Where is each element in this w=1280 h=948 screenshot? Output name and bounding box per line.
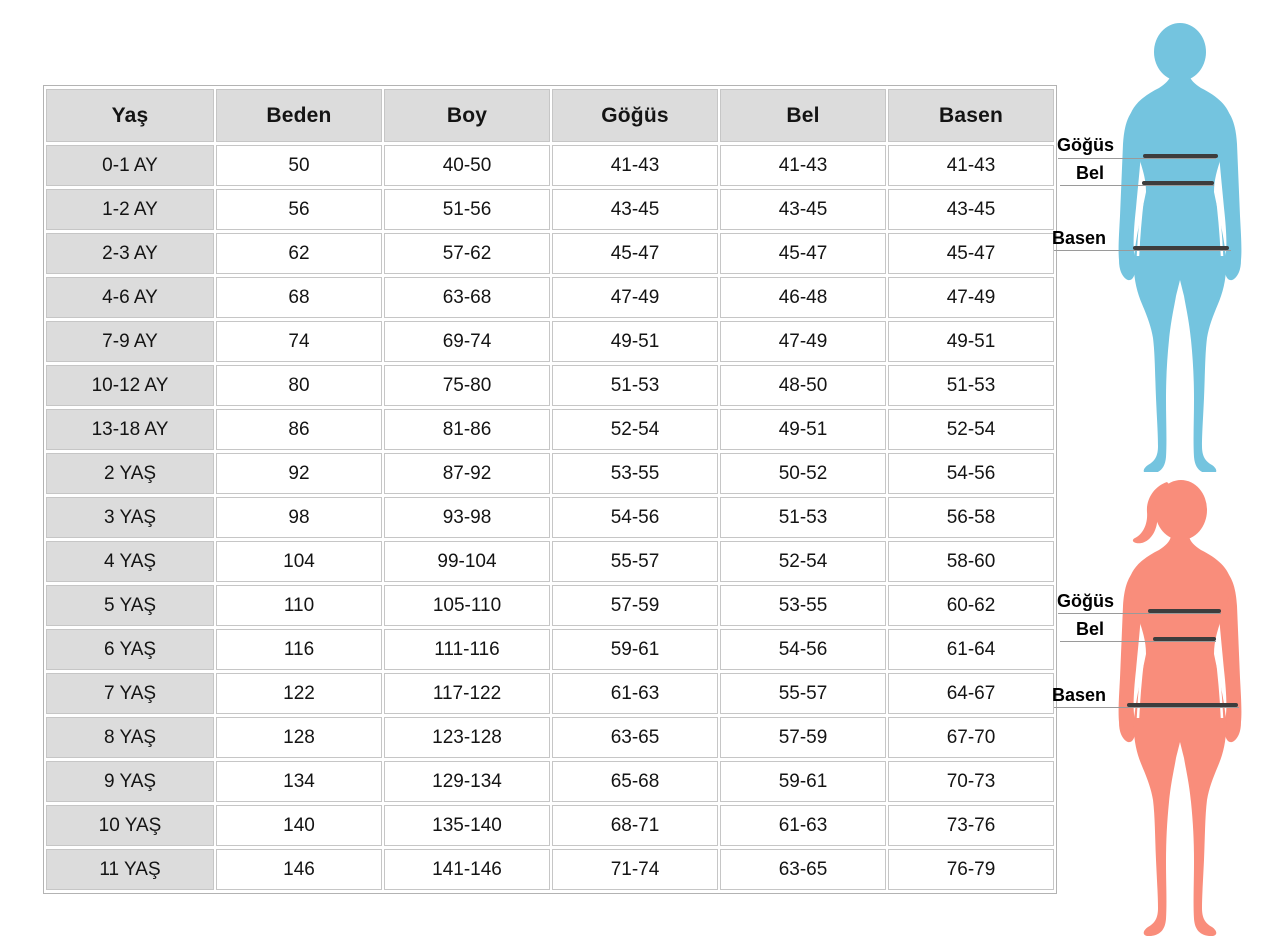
value-cell: 68-71 (552, 805, 718, 846)
age-cell: 4-6 AY (46, 277, 214, 318)
value-cell: 61-63 (720, 805, 886, 846)
column-header-age: Yaş (46, 89, 214, 142)
value-cell: 59-61 (720, 761, 886, 802)
value-cell: 54-56 (720, 629, 886, 670)
table-row (46, 189, 1054, 230)
value-cell: 117-122 (384, 673, 550, 714)
value-cell: 50 (216, 145, 382, 186)
girl-chest-label: Göğüs (1057, 591, 1114, 611)
value-cell: 45-47 (552, 233, 718, 274)
baby-waist-leader-line (1060, 185, 1214, 186)
table-row (46, 409, 1054, 450)
value-cell: 75-80 (384, 365, 550, 406)
value-cell: 49-51 (888, 321, 1054, 362)
girl-hip-leader-line (1054, 707, 1239, 708)
age-cell: 8 YAŞ (46, 717, 214, 758)
value-cell: 73-76 (888, 805, 1054, 846)
column-header-chest: Göğüs (552, 89, 718, 142)
age-cell: 13-18 AY (46, 409, 214, 450)
value-cell: 81-86 (384, 409, 550, 450)
value-cell: 129-134 (384, 761, 550, 802)
value-cell: 63-68 (384, 277, 550, 318)
baby-body (1129, 66, 1231, 472)
column-header-waist: Bel (720, 89, 886, 142)
value-cell: 93-98 (384, 497, 550, 538)
value-cell: 54-56 (552, 497, 718, 538)
age-cell: 7 YAŞ (46, 673, 214, 714)
value-cell: 104 (216, 541, 382, 582)
value-cell: 41-43 (720, 145, 886, 186)
value-cell: 54-56 (888, 453, 1054, 494)
table-row (46, 497, 1054, 538)
value-cell: 50-52 (720, 453, 886, 494)
value-cell: 47-49 (888, 277, 1054, 318)
value-cell: 71-74 (552, 849, 718, 890)
value-cell: 92 (216, 453, 382, 494)
column-header-hip: Basen (888, 89, 1054, 142)
baby-chest-leader-line (1058, 158, 1216, 159)
value-cell: 134 (216, 761, 382, 802)
girl-waist-measure-line (1153, 637, 1216, 641)
value-cell: 122 (216, 673, 382, 714)
table-row (46, 233, 1054, 274)
value-cell: 146 (216, 849, 382, 890)
column-header-height: Boy (384, 89, 550, 142)
baby-chest-measure-line (1143, 154, 1218, 158)
girl-body (1129, 528, 1231, 936)
value-cell: 128 (216, 717, 382, 758)
age-cell: 2 YAŞ (46, 453, 214, 494)
girl-chest-leader-line (1058, 613, 1221, 614)
value-cell: 60-62 (888, 585, 1054, 626)
girl-hip-measure-line (1127, 703, 1238, 707)
value-cell: 51-53 (888, 365, 1054, 406)
baby-chest-label: Göğüs (1057, 135, 1114, 155)
value-cell: 56-58 (888, 497, 1054, 538)
value-cell: 135-140 (384, 805, 550, 846)
value-cell: 74 (216, 321, 382, 362)
value-cell: 110 (216, 585, 382, 626)
value-cell: 63-65 (552, 717, 718, 758)
value-cell: 65-68 (552, 761, 718, 802)
value-cell: 68 (216, 277, 382, 318)
age-cell: 5 YAŞ (46, 585, 214, 626)
age-cell: 11 YAŞ (46, 849, 214, 890)
value-cell: 45-47 (720, 233, 886, 274)
value-cell: 41-43 (888, 145, 1054, 186)
value-cell: 53-55 (552, 453, 718, 494)
value-cell: 80 (216, 365, 382, 406)
value-cell: 111-116 (384, 629, 550, 670)
value-cell: 76-79 (888, 849, 1054, 890)
value-cell: 67-70 (888, 717, 1054, 758)
age-cell: 7-9 AY (46, 321, 214, 362)
age-cell: 0-1 AY (46, 145, 214, 186)
value-cell: 57-59 (552, 585, 718, 626)
value-cell: 57-59 (720, 717, 886, 758)
baby-hip-leader-line (1054, 250, 1231, 251)
value-cell: 51-53 (720, 497, 886, 538)
value-cell: 55-57 (552, 541, 718, 582)
value-cell: 56 (216, 189, 382, 230)
size-chart-header (46, 89, 1054, 142)
value-cell: 140 (216, 805, 382, 846)
value-cell: 52-54 (720, 541, 886, 582)
age-cell: 6 YAŞ (46, 629, 214, 670)
value-cell: 61-63 (552, 673, 718, 714)
age-cell: 1-2 AY (46, 189, 214, 230)
table-row (46, 717, 1054, 758)
baby-hip-measure-line (1133, 246, 1229, 250)
value-cell: 40-50 (384, 145, 550, 186)
value-cell: 98 (216, 497, 382, 538)
value-cell: 45-47 (888, 233, 1054, 274)
value-cell: 51-56 (384, 189, 550, 230)
table-row (46, 365, 1054, 406)
value-cell: 59-61 (552, 629, 718, 670)
table-row (46, 849, 1054, 890)
age-cell: 4 YAŞ (46, 541, 214, 582)
table-row (46, 585, 1054, 626)
table-row (46, 673, 1054, 714)
value-cell: 61-64 (888, 629, 1054, 670)
column-header-size: Beden (216, 89, 382, 142)
table-row (46, 145, 1054, 186)
baby-waist-label: Bel (1076, 163, 1105, 183)
value-cell: 48-50 (720, 365, 886, 406)
value-cell: 41-43 (552, 145, 718, 186)
value-cell: 55-57 (720, 673, 886, 714)
age-cell: 10 YAŞ (46, 805, 214, 846)
girl-chest-measure-line (1148, 609, 1221, 613)
value-cell: 43-45 (888, 189, 1054, 230)
header-row (46, 89, 1054, 142)
value-cell: 99-104 (384, 541, 550, 582)
size-chart-table (44, 86, 1056, 893)
value-cell: 69-74 (384, 321, 550, 362)
age-cell: 2-3 AY (46, 233, 214, 274)
girl-hip-label: Basen (1052, 685, 1107, 705)
girl-waist-label: Bel (1076, 619, 1105, 639)
size-chart-body (46, 145, 1054, 890)
value-cell: 43-45 (552, 189, 718, 230)
baby-waist-measure-line (1142, 181, 1214, 185)
value-cell: 43-45 (720, 189, 886, 230)
value-cell: 64-67 (888, 673, 1054, 714)
value-cell: 116 (216, 629, 382, 670)
value-cell: 105-110 (384, 585, 550, 626)
value-cell: 49-51 (720, 409, 886, 450)
value-cell: 51-53 (552, 365, 718, 406)
value-cell: 87-92 (384, 453, 550, 494)
value-cell: 70-73 (888, 761, 1054, 802)
value-cell: 47-49 (552, 277, 718, 318)
value-cell: 58-60 (888, 541, 1054, 582)
table-row (46, 761, 1054, 802)
age-cell: 3 YAŞ (46, 497, 214, 538)
table-row (46, 277, 1054, 318)
table-row (46, 321, 1054, 362)
baby-hip-label: Basen (1052, 228, 1107, 248)
table-row (46, 805, 1054, 846)
value-cell: 63-65 (720, 849, 886, 890)
table-row (46, 541, 1054, 582)
value-cell: 47-49 (720, 321, 886, 362)
value-cell: 123-128 (384, 717, 550, 758)
table-row (46, 453, 1054, 494)
value-cell: 57-62 (384, 233, 550, 274)
girl-waist-leader-line (1060, 641, 1216, 642)
value-cell: 52-54 (552, 409, 718, 450)
value-cell: 49-51 (552, 321, 718, 362)
value-cell: 52-54 (888, 409, 1054, 450)
value-cell: 46-48 (720, 277, 886, 318)
value-cell: 141-146 (384, 849, 550, 890)
value-cell: 53-55 (720, 585, 886, 626)
age-cell: 9 YAŞ (46, 761, 214, 802)
value-cell: 86 (216, 409, 382, 450)
value-cell: 62 (216, 233, 382, 274)
age-cell: 10-12 AY (46, 365, 214, 406)
table-row (46, 629, 1054, 670)
